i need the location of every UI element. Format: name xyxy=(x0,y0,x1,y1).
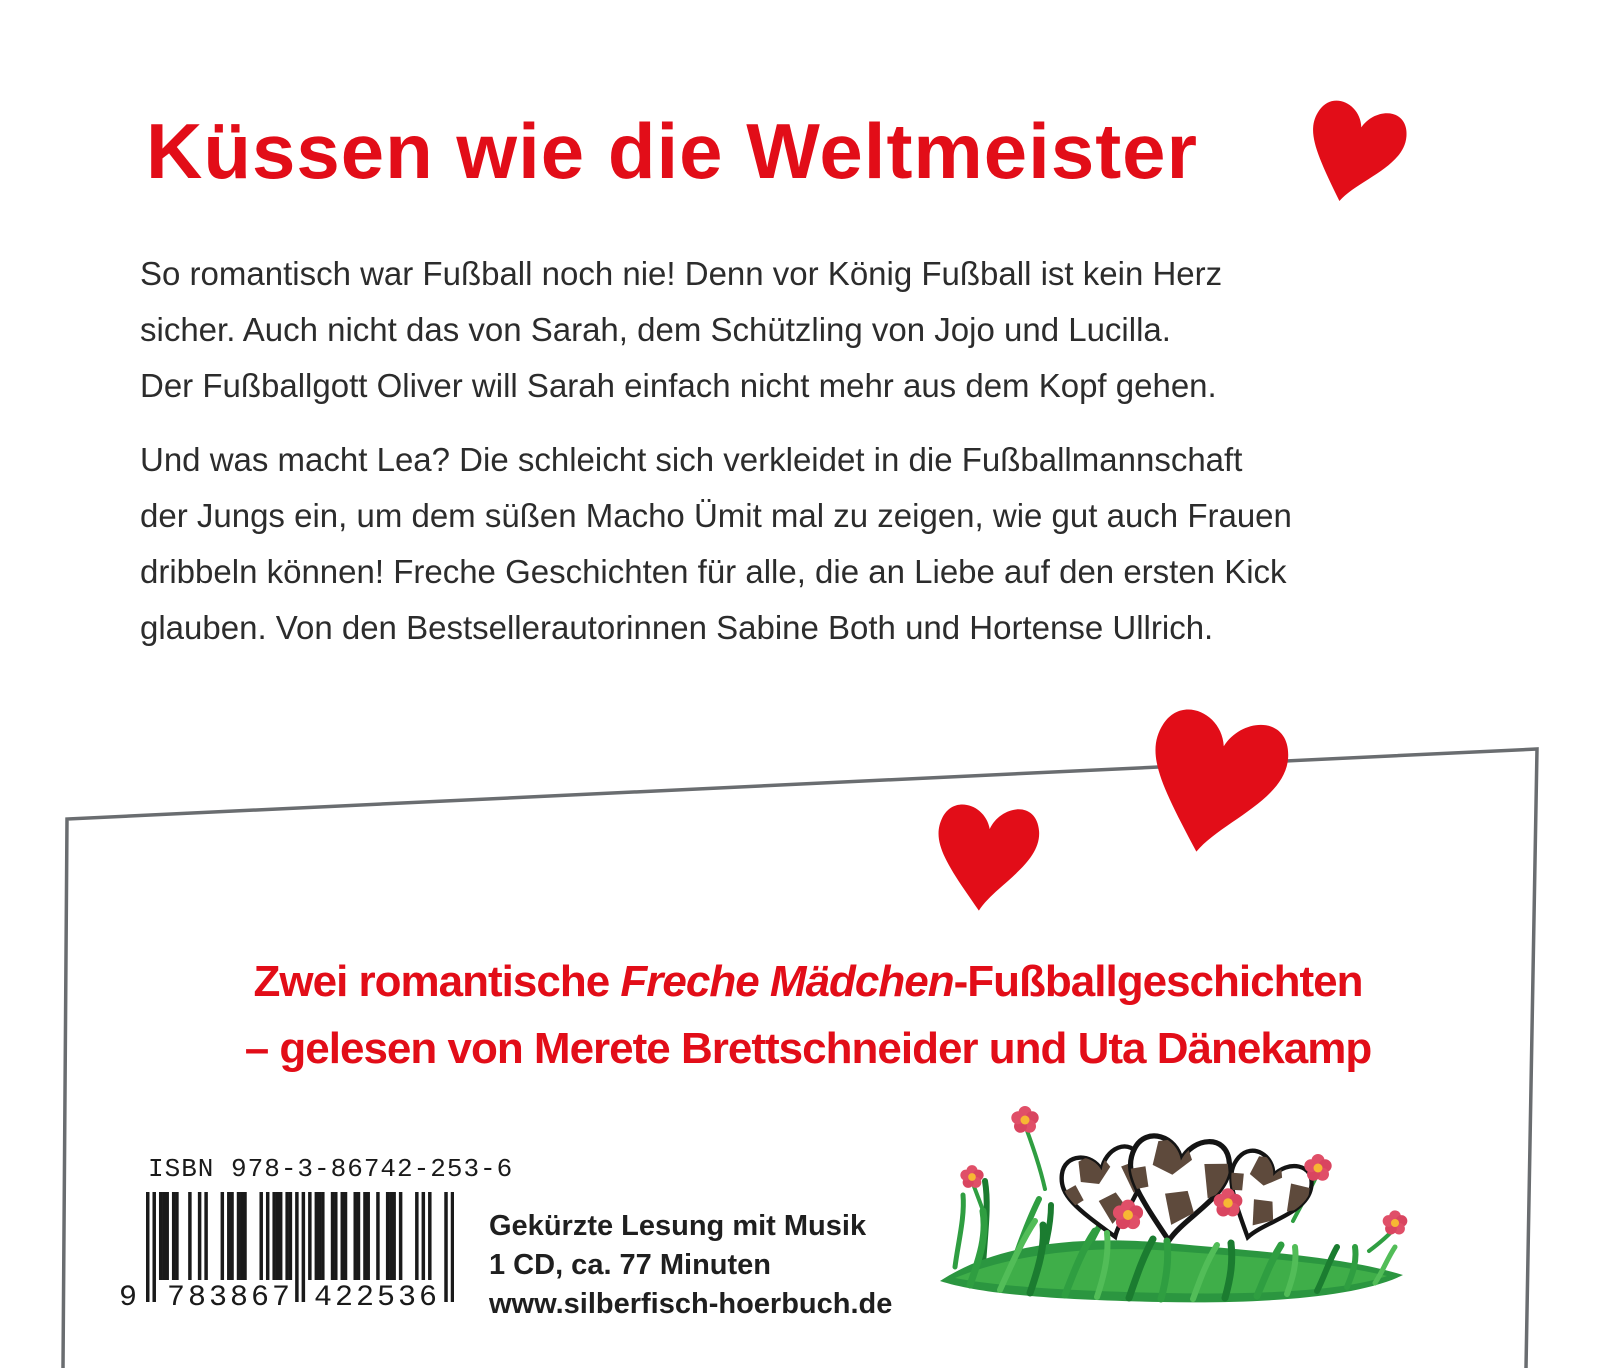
blurb-line: Und was macht Lea? Die schleicht sich verkleidet in die Fußballmannschaft xyxy=(140,441,1243,478)
isbn-label: ISBN 978-3-86742-253-6 xyxy=(148,1154,514,1184)
release-info-line: Gekürzte Lesung mit Musik xyxy=(489,1210,867,1242)
heart-icon xyxy=(1138,700,1294,860)
release-info-line: 1 CD, ca. 77 Minuten xyxy=(489,1249,772,1281)
blurb-line: dribbeln können! Freche Geschichten für alle, die an Liebe auf den ersten Kick xyxy=(140,553,1287,590)
blurb-line: sicher. Auch nicht das von Sarah, dem Schützling von Jojo und Lucilla. xyxy=(140,311,1171,348)
blurb-paragraph-2 xyxy=(140,432,1292,656)
promo-text xyxy=(103,948,1513,1082)
blurb-line: Der Fußballgott Oliver will Sarah einfach nicht mehr aus dem Kopf gehen. xyxy=(140,367,1217,404)
heart-icon xyxy=(1297,96,1413,206)
release-info xyxy=(489,1207,892,1324)
promo-line-2: – gelesen von Merete Brettschneider und Uta Dänekamp xyxy=(244,1024,1372,1073)
promo-line-1-suffix: -Fußballgeschichten xyxy=(953,957,1363,1006)
promo-line-1 xyxy=(103,948,1513,1015)
release-info-line: www.silberfisch-hoerbuch.de xyxy=(489,1288,893,1320)
blurb-line: So romantisch war Fußball noch nie! Denn vor König Fußball ist kein Herz xyxy=(140,255,1223,292)
barcode-digit-lead: 9 xyxy=(119,1281,138,1315)
barcode-digits-left: 783867 xyxy=(167,1281,294,1315)
promo-line-1-prefix: Zwei romantische xyxy=(253,957,621,1006)
soccer-hearts-in-grass-illustration xyxy=(925,1085,1420,1320)
blurb-line: glauben. Von den Bestsellerautorinnen Sabine Both und Hortense Ullrich. xyxy=(140,609,1214,646)
page-title: Küssen wie die Weltmeister xyxy=(146,107,1198,195)
blurb-paragraph-1 xyxy=(140,246,1222,414)
barcode-digits-right: 422536 xyxy=(314,1281,441,1315)
blurb-line: der Jungs ein, um dem süßen Macho Ümit mal zu zeigen, wie gut auch Frauen xyxy=(140,497,1292,534)
heart-icon xyxy=(928,793,1046,917)
promo-line-1-series-name: Freche Mädchen xyxy=(620,957,954,1006)
